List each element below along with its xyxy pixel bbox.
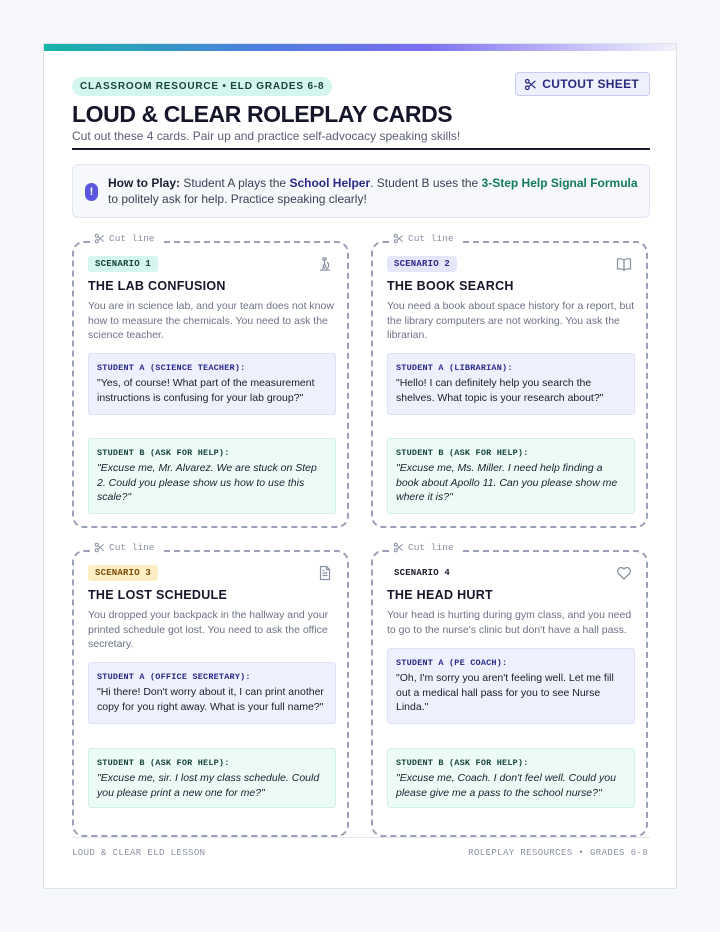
- roleplay-card-4: [371, 542, 648, 837]
- scissors-icon: [393, 542, 404, 553]
- roleplay-card-2: [371, 233, 648, 528]
- how-to-text-1: Student A plays the: [180, 176, 290, 190]
- how-to-text-3: to politely ask for help. Practice speaking clearly!: [108, 192, 367, 206]
- footer-resource-label: ROLEPLAY RESOURCES • GRADES 6-8: [468, 848, 648, 858]
- cut-line-text: Cut line: [408, 542, 454, 553]
- cut-line-label: [90, 542, 161, 553]
- how-to-play-label: How to Play:: [108, 176, 181, 190]
- student-a-box: [88, 353, 336, 415]
- cut-line-text: Cut line: [109, 542, 155, 553]
- student-b-line: "Excuse me, Mr. Alvarez. We are stuck on Step 2. Could you please show us how to use this scale?": [97, 462, 317, 503]
- student-b-line: "Excuse me, sir. I lost my class schedule. Could you please print a new one for me?": [97, 772, 320, 799]
- card-description: Your head is hurting during gym class, and you need to go to the nurse's clinic but don't have a hall pass.: [387, 609, 632, 636]
- student-b-role: STUDENT B (ASK FOR HELP):: [396, 448, 529, 458]
- roleplay-card-3: [72, 542, 349, 837]
- gradient-top-bar: [44, 44, 676, 51]
- cutout-sheet-button[interactable]: [515, 72, 650, 96]
- cut-line-text: Cut line: [408, 233, 454, 244]
- header-divider: [72, 148, 650, 150]
- scenario-tag: SCENARIO 2: [387, 256, 457, 272]
- card-description: You need a book about space history for a report, but the library computers are not working. You ask the librarian.: [387, 300, 635, 341]
- card-title: THE LAB CONFUSION: [88, 279, 226, 293]
- how-to-text-2: . Student B uses the: [370, 176, 482, 190]
- student-a-line: "Hi there! Don't worry about it, I can print another copy for you right away. What is your full name?": [97, 686, 324, 713]
- scenario-tag: SCENARIO 1: [88, 256, 158, 272]
- how-to-play-callout: [72, 164, 650, 218]
- student-a-role: STUDENT A (OFFICE SECRETARY):: [97, 672, 251, 682]
- how-to-play-text: [108, 175, 643, 207]
- student-a-box: [387, 648, 635, 724]
- cut-line-text: Cut line: [109, 233, 155, 244]
- student-b-role: STUDENT B (ASK FOR HELP):: [396, 758, 529, 768]
- heart-icon: [616, 565, 632, 581]
- card-description: You are in science lab, and your team does not know how to measure the chemicals. You need to ask the science teacher.: [88, 300, 334, 341]
- student-a-line: "Yes, of course! What part of the measurement instructions is confusing for your lab group?": [97, 377, 315, 404]
- page-title: LOUD & CLEAR ROLEPLAY CARDS: [72, 101, 453, 127]
- card-title: THE HEAD HURT: [387, 588, 493, 602]
- document-icon: [317, 565, 333, 581]
- header: [72, 76, 650, 143]
- card-description: You dropped your backpack in the hallway and your printed schedule got lost. You need to ask the office secretary.: [88, 609, 329, 650]
- cut-line-label: [389, 542, 460, 553]
- student-b-role: STUDENT B (ASK FOR HELP):: [97, 758, 230, 768]
- cut-line-label: [90, 233, 161, 244]
- book-icon: [616, 256, 632, 272]
- card-title: THE BOOK SEARCH: [387, 279, 514, 293]
- student-a-role: STUDENT A (PE COACH):: [396, 658, 508, 668]
- scenario-tag: SCENARIO 3: [88, 565, 158, 581]
- card-title: THE LOST SCHEDULE: [88, 588, 228, 602]
- student-b-box: [88, 748, 336, 808]
- student-b-line: "Excuse me, Coach. I don't feel well. Could you please give me a pass to the school nurse?": [396, 772, 616, 799]
- page-subtitle: Cut out these 4 cards. Pair up and practice self-advocacy speaking skills!: [72, 129, 461, 143]
- roleplay-card-1: [72, 233, 349, 528]
- formula-highlight: 3-Step Help Signal Formula: [481, 176, 638, 190]
- footer-divider: [72, 837, 650, 838]
- school-helper-highlight: School Helper: [289, 176, 371, 190]
- scissors-icon: [94, 233, 105, 244]
- scissors-icon: [94, 542, 105, 553]
- student-a-line: "Hello! I can definitely help you search the shelves. What topic is your research about?": [396, 377, 604, 404]
- scissors-icon: [524, 78, 537, 91]
- exclamation-icon: !: [85, 183, 98, 201]
- student-b-box: [387, 748, 635, 808]
- student-a-role: STUDENT A (LIBRARIAN):: [396, 363, 513, 373]
- resource-badge: CLASSROOM RESOURCE • ELD GRADES 6-8: [72, 77, 332, 96]
- cutout-sheet-label: CUTOUT SHEET: [542, 77, 639, 91]
- worksheet-page: [43, 43, 677, 889]
- cut-line-label: [389, 233, 460, 244]
- student-b-role: STUDENT B (ASK FOR HELP):: [97, 448, 230, 458]
- student-b-box: [387, 438, 635, 514]
- student-a-role: STUDENT A (SCIENCE TEACHER):: [97, 363, 246, 373]
- footer-lesson-name: LOUD & CLEAR ELD LESSON: [72, 848, 206, 858]
- student-b-line: "Excuse me, Ms. Miller. I need help finding a book about Apollo 11. Can you please show me where it is?": [396, 462, 618, 503]
- student-b-box: [88, 438, 336, 514]
- scissors-icon: [393, 233, 404, 244]
- microscope-icon: [317, 256, 333, 272]
- student-a-box: [387, 353, 635, 415]
- student-a-box: [88, 662, 336, 724]
- student-a-line: "Oh, I'm sorry you aren't feeling well. Let me fill out a medical hall pass for you to see Nurse Linda.": [396, 672, 614, 713]
- scenario-tag: SCENARIO 4: [394, 568, 451, 578]
